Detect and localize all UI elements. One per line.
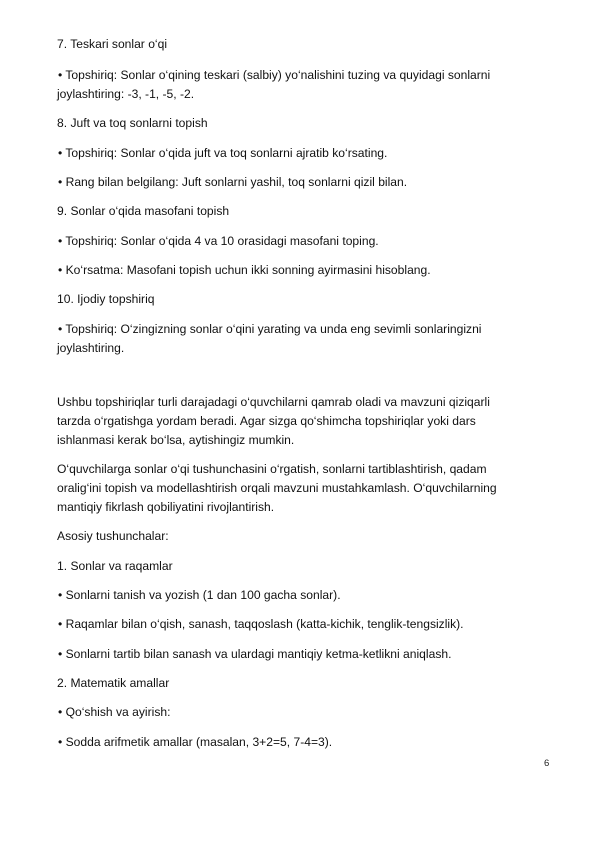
- heading-1: 1. Sonlar va raqamlar: [57, 559, 173, 573]
- bullet-line: • Topshiriq: Sonlar o‘qida 4 va 10 orasidagi masofani toping.: [58, 234, 379, 248]
- heading-8: 8. Juft va toq sonlarni topish: [57, 116, 208, 130]
- paragraph-line: oralig‘ini topish va modellashtirish orqali mavzuni mustahkamlash. O‘quvchilarning: [57, 481, 497, 495]
- paragraph-line: tarzda o‘rgatishga yordam beradi. Agar sizga qo‘shimcha topshiriqlar yoki dars: [57, 414, 476, 428]
- section-label: Asosiy tushunchalar:: [57, 529, 169, 543]
- bullet-line: • Sonlarni tanish va yozish (1 dan 100 gacha sonlar).: [58, 588, 341, 602]
- bullet-line: • Topshiriq: Sonlar o‘qida juft va toq sonlarni ajratib ko‘rsating.: [58, 146, 388, 160]
- paragraph-line: Ushbu topshiriqlar turli darajadagi o‘quvchilarni qamrab oladi va mavzuni qiziqarli: [57, 395, 490, 409]
- bullet-continuation: joylashtiring.: [57, 341, 125, 355]
- bullet-line: • Qo‘shish va ayirish:: [58, 705, 171, 719]
- bullet-line: • Topshiriq: O‘zingizning sonlar o‘qini yarating va unda eng sevimli sonlaringizni: [58, 322, 482, 336]
- bullet-line: • Ko‘rsatma: Masofani topish uchun ikki sonning ayirmasini hisoblang.: [58, 263, 431, 277]
- bullet-line: • Sonlarni tartib bilan sanash va ulardagi mantiqiy ketma-ketlikni aniqlash.: [58, 647, 452, 661]
- page-number: 6: [544, 758, 550, 769]
- paragraph-line: ishlanmasi kerak bo‘lsa, aytishingiz mumkin.: [57, 433, 295, 447]
- paragraph-line: mantiqiy fikrlash qobiliyatini rivojlantirish.: [57, 500, 275, 514]
- heading-9: 9. Sonlar o‘qida masofani topish: [57, 204, 230, 218]
- paragraph-line: O‘quvchilarga sonlar o‘qi tushunchasini o‘rgatish, sonlarni tartiblashtirish, qadam: [57, 462, 487, 476]
- bullet-line: • Topshiriq: Sonlar o‘qining teskari (salbiy) yo‘nalishini tuzing va quyidagi sonlarni: [58, 68, 491, 82]
- heading-7: 7. Teskari sonlar o‘qi: [57, 37, 168, 51]
- bullet-line: • Sodda arifmetik amallar (masalan, 3+2=5, 7-4=3).: [58, 735, 333, 749]
- bullet-continuation: joylashtiring: -3, -1, -5, -2.: [57, 87, 195, 101]
- heading-10: 10. Ijodiy topshiriq: [57, 292, 155, 306]
- bullet-line: • Rang bilan belgilang: Juft sonlarni yashil, toq sonlarni qizil bilan.: [58, 175, 408, 189]
- bullet-line: • Raqamlar bilan o‘qish, sanash, taqqoslash (katta-kichik, tenglik-tengsizlik).: [58, 617, 464, 631]
- heading-2: 2. Matematik amallar: [57, 676, 170, 690]
